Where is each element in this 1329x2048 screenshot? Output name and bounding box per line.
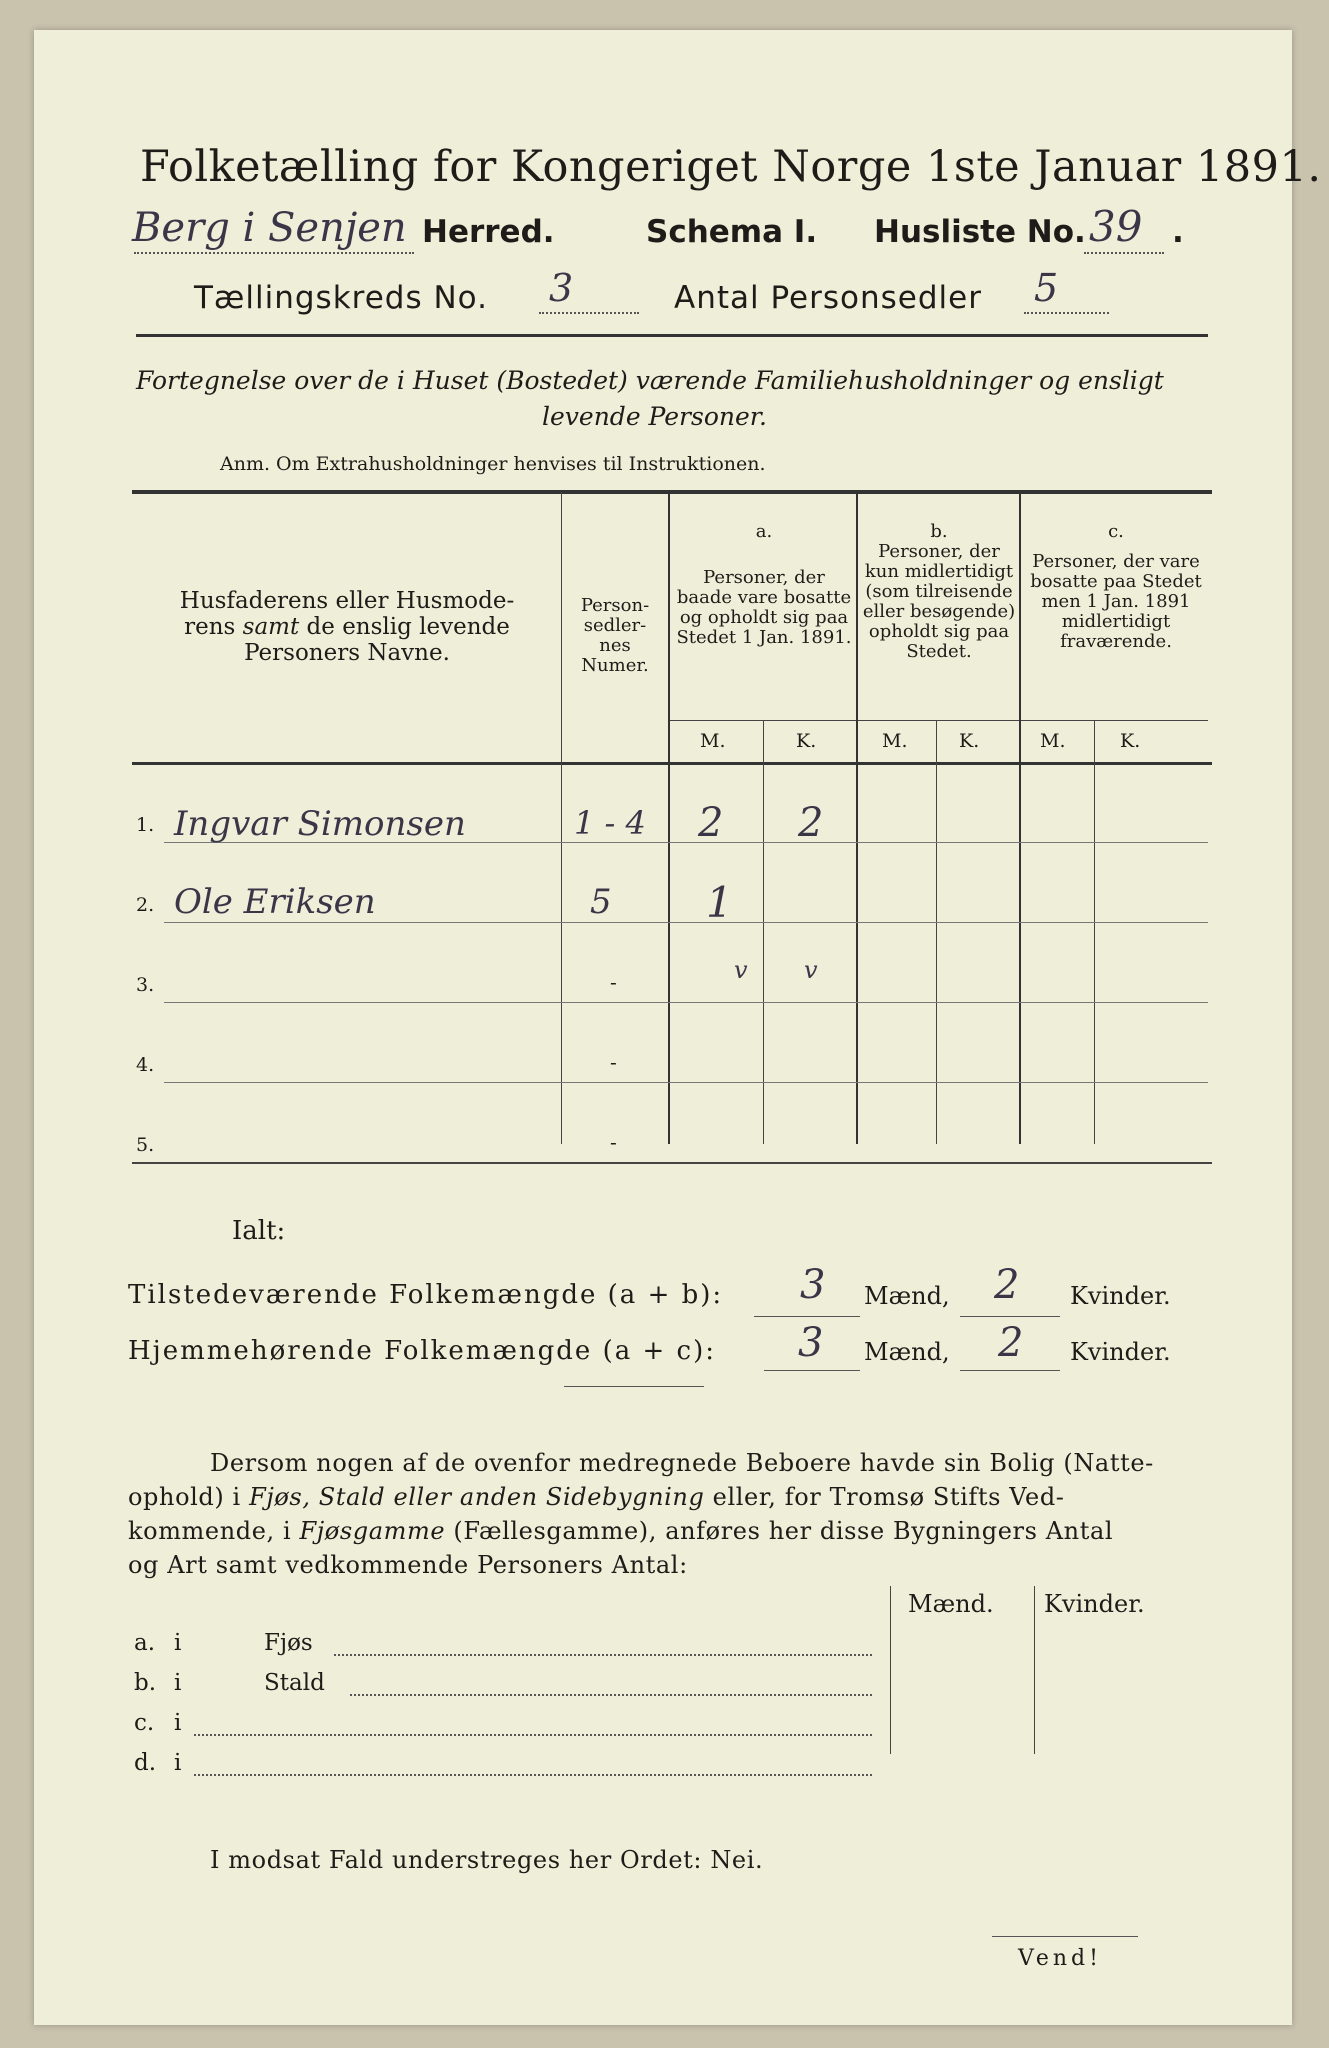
- row-2-name: Ole Eriksen: [174, 882, 376, 922]
- row-3-numer: -: [610, 970, 617, 994]
- row-1-a-m: 2: [698, 800, 724, 846]
- vend-label: Vend!: [1018, 1946, 1102, 1971]
- building-a-i: i: [174, 1630, 182, 1656]
- personsedler-label: Antal Personsedler: [674, 280, 982, 316]
- building-a-label: Fjøs: [264, 1630, 313, 1656]
- herred-value: Berg i Senjen: [132, 205, 407, 251]
- col-numer-header: Person- sedler- nes Numer.: [580, 595, 650, 676]
- row-1-numer: 1 - 4: [574, 804, 646, 842]
- husliste-end: .: [1172, 214, 1184, 250]
- husliste-label: Husliste No.: [874, 214, 1086, 250]
- buildings-line2: ophold) i Fjøs, Stald eller anden Sidebygning eller, for Tromsø Stifts Ved-: [128, 1483, 1065, 1511]
- ialt-label: Ialt:: [232, 1216, 286, 1246]
- col-c-m-label: M.: [1040, 730, 1066, 752]
- census-form-sheet: [34, 30, 1322, 2025]
- row-1-a-k: 2: [798, 800, 824, 846]
- hjemme-maend-word: Mænd,: [864, 1338, 950, 1366]
- kreds-value: 3: [549, 266, 574, 310]
- tilstede-label: Tilstedeværende Folkemængde (a + b):: [128, 1280, 724, 1310]
- col-c-header: Personer, der vare bosatte paa Stedet men 1 Jan. 1891 midlertidigt fraværende.: [1030, 551, 1202, 652]
- col-b-k-label: K.: [959, 730, 980, 752]
- hjemme-kvinder: 2: [998, 1320, 1024, 1366]
- buildings-line1: Dersom nogen af de ovenfor medregnede Beboere havde sin Bolig (Natte-: [210, 1449, 1154, 1477]
- building-d-i: i: [174, 1750, 182, 1776]
- hjemme-maend: 3: [798, 1320, 824, 1366]
- col-a-k-label: K.: [796, 730, 817, 752]
- hjemme-label: Hjemmehørende Folkemængde (a + c):: [128, 1336, 716, 1366]
- col-a-letter: a.: [755, 521, 773, 542]
- row-5-numer: -: [610, 1130, 617, 1154]
- row-2-number: 2.: [136, 894, 155, 916]
- row-1-name: Ingvar Simonsen: [174, 804, 466, 844]
- building-a-letter: a.: [134, 1630, 156, 1656]
- row-4-number: 4.: [136, 1054, 155, 1076]
- row-5-number: 5.: [136, 1134, 155, 1156]
- building-d-letter: d.: [134, 1750, 157, 1776]
- buildings-line3: kommende, i Fjøsgamme (Fællesgamme), anføres her disse Bygningers Antal: [128, 1517, 1114, 1545]
- building-b-label: Stald: [264, 1670, 325, 1696]
- row-2-a-m: 1: [706, 878, 733, 927]
- col-b-m-label: M.: [882, 730, 908, 752]
- buildings-maend-header: Mænd.: [908, 1590, 994, 1618]
- tilstede-kvinder: 2: [994, 1262, 1020, 1308]
- kreds-label: Tællingskreds No.: [194, 280, 488, 316]
- tilstede-maend-word: Mænd,: [864, 1282, 950, 1310]
- row-3-a-k: v: [804, 956, 818, 984]
- row-3-number: 3.: [136, 974, 155, 996]
- col-b-letter: b.: [930, 521, 948, 542]
- building-b-i: i: [174, 1670, 182, 1696]
- herred-label: Herred.: [422, 214, 555, 250]
- form-title: Folketælling for Kongeriget Norge 1ste Januar 1891.: [140, 142, 1322, 192]
- col-c-letter: c.: [1108, 521, 1124, 542]
- hjemme-kvinder-word: Kvinder.: [1070, 1338, 1171, 1366]
- row-3-a-m: v: [734, 956, 748, 984]
- building-b-letter: b.: [134, 1670, 157, 1696]
- col-names-header: Husfaderens eller Husmode- rens samt de enslig levende Personers Navne.: [179, 588, 515, 666]
- row-2-numer: 5: [590, 882, 612, 922]
- col-a-header: Personer, der baade vare bosatte og opholdt sig paa Stedet 1 Jan. 1891.: [676, 567, 852, 648]
- col-a-m-label: M.: [700, 730, 726, 752]
- building-c-i: i: [174, 1710, 182, 1736]
- col-c-k-label: K.: [1120, 730, 1141, 752]
- schema-label: Schema I.: [646, 214, 818, 250]
- tilstede-kvinder-word: Kvinder.: [1070, 1282, 1171, 1310]
- row-1-number: 1.: [136, 814, 155, 836]
- subtitle-line2: levende Personer.: [542, 402, 767, 431]
- personsedler-value: 5: [1034, 266, 1059, 310]
- nei-line: I modsat Fald understreges her Ordet: Nei.: [210, 1846, 764, 1874]
- buildings-line4: og Art samt vedkommende Personers Antal:: [128, 1551, 688, 1579]
- tilstede-maend: 3: [800, 1262, 826, 1308]
- row-4-numer: -: [610, 1050, 617, 1074]
- col-b-header: Personer, der kun midlertidigt (som tilreisende eller besøgende) opholdt sig paa Stedet.: [862, 541, 1016, 662]
- anm-note: Anm. Om Extrahusholdninger henvises til Instruktionen.: [220, 453, 766, 475]
- subtitle-line1: Fortegnelse over de i Huset (Bostedet) værende Familiehusholdninger og ensligt: [136, 366, 1164, 395]
- building-c-letter: c.: [134, 1710, 155, 1736]
- buildings-kvinder-header: Kvinder.: [1044, 1590, 1145, 1618]
- husliste-value: 39: [1089, 202, 1143, 251]
